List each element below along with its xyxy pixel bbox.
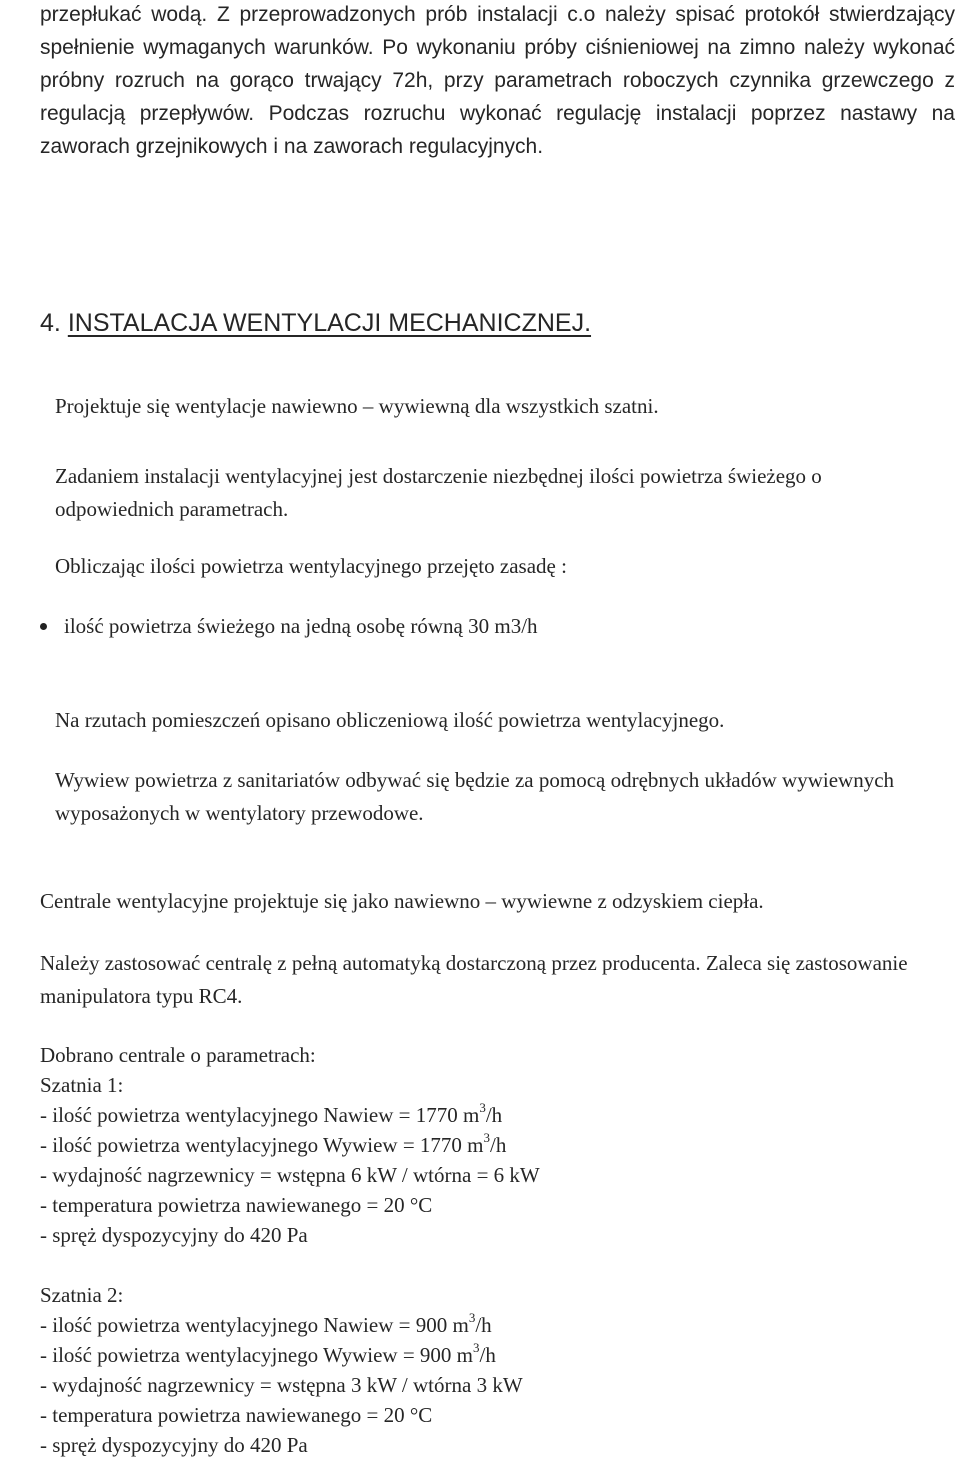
paragraph-ventilation-purpose: Zadaniem instalacji wentylacyjnej jest dostarczenie niezbędnej ilości powietrza świeżego o odpowiednich parametrach. [55, 464, 822, 521]
paragraph-exhaust: Wywiew powietrza z sanitariatów odbywać się będzie za pomocą odrębnych układów wywiewnych wyposażonych w wentylatory przewodowe. [55, 768, 895, 825]
unit-title: Szatnia 1: [40, 1073, 124, 1097]
param-temperature: - temperatura powietrza nawiewanego = 20 °C [40, 1193, 433, 1217]
param-temperature: - temperatura powietrza nawiewanego = 20 °C [40, 1403, 433, 1427]
units-intro: Dobrano centrale o parametrach: [40, 1043, 316, 1067]
section-heading [40, 309, 591, 338]
param-wywiew: - ilość powietrza wentylacyjnego Wywiew = 900 $m^3/h$ [40, 1340, 496, 1367]
param-nawiew: - ilość powietrza wentylacyjnego Nawiew = 900 $m^3/h$ [40, 1310, 492, 1337]
paragraph-air-calc-rule: Obliczając ilości powietrza wentylacyjnego przejęto zasadę : [55, 554, 567, 578]
param-wywiew: - ilość powietrza wentylacyjnego Wywiew = 1770 $m^3/h$ [40, 1130, 507, 1157]
section-number: 4. [40, 309, 61, 337]
param-pressure: - spręż dyspozycyjny do 420 Pa [40, 1433, 308, 1457]
bullet-item [40, 614, 538, 639]
paragraph-automation: Należy zastosować centralę z pełną automatyką dostarczoną przez producenta. Zaleca się zastosowanie manipulatora typu RC4. [40, 951, 908, 1008]
unit-parameters-szatnia-2 [40, 1280, 523, 1460]
param-heater: - wydajność nagrzewnicy = wstępna 6 kW / wtórna = 6 kW [40, 1163, 540, 1187]
intro-paragraph: przepłukać wodą. Z przeprowadzonych prób instalacji c.o należy spisać protokół stwierdzający spełnienie wymaganych warunków. Po wykonaniu próby ciśnieniowej na zimno należy wykonać próbny rozruch na gorąco trwający 72h, przy parametrach roboczych czynnika grzewczego z regulacją przepływów. Podczas rozruchu wykonać regulację instalacji poprzez nastawy na zaworach grzejnikowych i na zaworach regulacyjnych. [40, 3, 955, 158]
paragraph-central-units: Centrale wentylacyjne projektuje się jako nawiewno – wywiewne z odzyskiem ciepła. [40, 889, 764, 913]
bullet-text: ilość powietrza świeżego na jedną osobę równą 30 m3/h [64, 614, 538, 638]
param-pressure: - spręż dyspozycyjny do 420 Pa [40, 1223, 308, 1247]
unit-title: Szatnia 2: [40, 1283, 124, 1307]
paragraph-ventilation-scope: Projektuje się wentylacje nawiewno – wywiewną dla wszystkich szatni. [55, 394, 659, 418]
param-heater: - wydajność nagrzewnicy = wstępna 3 kW / wtórna 3 kW [40, 1373, 523, 1397]
unit-parameters-szatnia-1 [40, 1040, 540, 1250]
section-title: INSTALACJA WENTYLACJI MECHANICZNEJ. [67, 309, 592, 337]
param-nawiew: - ilość powietrza wentylacyjnego Nawiew = 1770 $m^3/h$ [40, 1100, 503, 1127]
bullet-icon [40, 623, 47, 630]
paragraph-plans-note: Na rzutach pomieszczeń opisano obliczeniową ilość powietrza wentylacyjnego. [55, 708, 725, 732]
